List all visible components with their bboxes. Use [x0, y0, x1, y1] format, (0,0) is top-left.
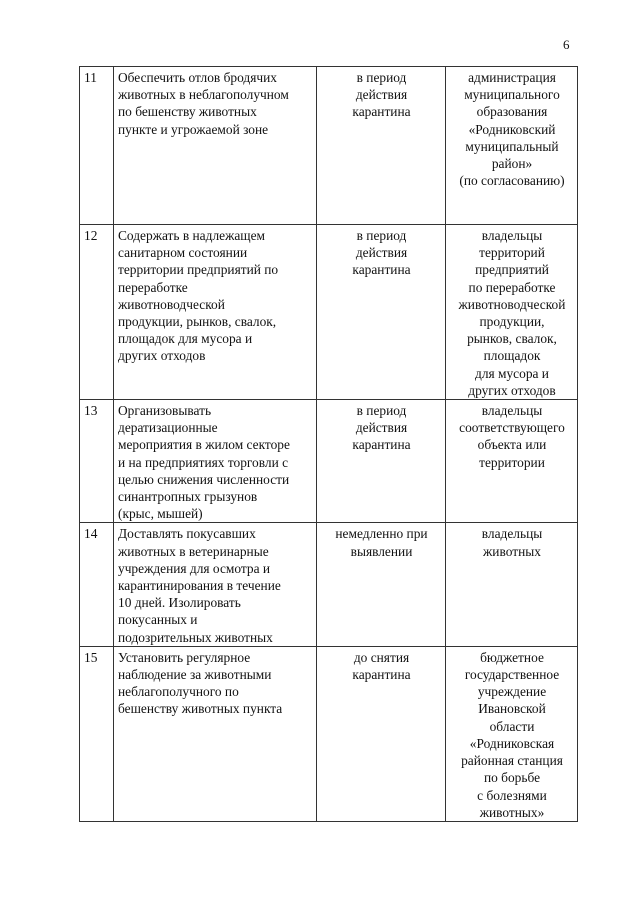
measure-text: Организовывать дератизационные мероприятия в жилом секторе и на предприятиях торговли с целью снижения численности синантропных грызунов (крыс, мышей) — [114, 400, 317, 523]
table-row — [80, 225, 578, 400]
term-text: в период действия карантина — [317, 225, 446, 400]
table-row — [80, 67, 578, 225]
table-row — [80, 400, 578, 523]
responsible-text: владельцы животных — [446, 523, 578, 646]
table-row — [80, 646, 578, 821]
term-text: в период действия карантина — [317, 400, 446, 523]
page-number: 6 — [563, 37, 570, 52]
term-text: в период действия карантина — [317, 67, 446, 225]
responsible-text: администрация муниципального образования «Родниковский муниципальный район» (по согласованию) — [446, 67, 578, 225]
row-number: 14 — [80, 523, 114, 646]
measure-text: Установить регулярное наблюдение за животными неблагополучного по бешенству животных пункта — [114, 646, 317, 821]
measure-text: Доставлять покусавших животных в ветеринарные учреждения для осмотра и карантинирования в течение 10 дней. Изолировать покусанных и подозрительных животных — [114, 523, 317, 646]
row-number: 13 — [80, 400, 114, 523]
row-number: 11 — [80, 67, 114, 225]
row-number: 12 — [80, 225, 114, 400]
responsible-text: владельцы соответствующего объекта или территории — [446, 400, 578, 523]
responsible-text: владельцы территорий предприятий по переработке животноводческой продукции, рынков, свалок, площадок для мусора и других отходов — [446, 225, 578, 400]
measures-table — [79, 66, 578, 822]
table-row — [80, 523, 578, 646]
measure-text: Обеспечить отлов бродячих животных в неблагополучном по бешенству животных пункте и угрожаемой зоне — [114, 67, 317, 225]
responsible-text: бюджетное государственное учреждение Ивановской области «Родниковская районная станция по борьбе с болезнями животных» — [446, 646, 578, 821]
term-text: до снятия карантина — [317, 646, 446, 821]
row-number: 15 — [80, 646, 114, 821]
term-text: немедленно при выявлении — [317, 523, 446, 646]
measure-text: Содержать в надлежащем санитарном состоянии территории предприятий по переработке животноводческой продукции, рынков, свалок, площадок для мусора и других отходов — [114, 225, 317, 400]
